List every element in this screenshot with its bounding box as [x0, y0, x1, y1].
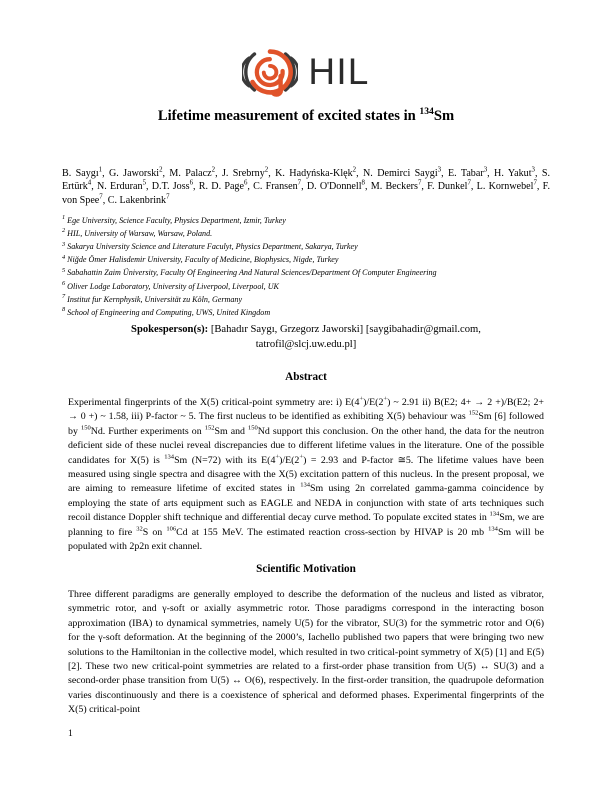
affiliation-marker: 5 [62, 266, 66, 274]
spokesperson-email-1[interactable]: [saygibahadir@gmail.com, [365, 324, 481, 335]
affiliation-text: HIL, University of Warsaw, Warsaw, Poland. [67, 229, 213, 239]
affiliation-text: Ege University, Science Faculty, Physics Department, Izmir, Turkey [67, 216, 286, 225]
spokesperson-email-2[interactable]: tatrofil@slcj.uw.edu.pl] [255, 339, 357, 351]
abstract-heading: Abstract [285, 371, 327, 383]
affiliation-item [62, 227, 572, 240]
title-mass-number: 134 [419, 106, 434, 118]
affiliation-item [62, 214, 572, 227]
spiral-logo-icon [242, 46, 298, 98]
page-title [56, 108, 556, 126]
affiliation-marker: 1 [62, 214, 66, 222]
affiliation-text: Oliver Lodge Laboratory, University of Liverpool, Liverpool, UK [67, 281, 279, 291]
affiliation-marker: 8 [62, 306, 66, 314]
author-list: B. Saygı$^1$, G. Jaworski$^2$, M. Palacz$^2$, J. Srebrny$^2$, K. Hadyńska-Klęk$^2$, N. Demirci Saygi$^3$, E. Tabar$^3$, H. Yakut$^3$, S. Ertürk$^4$, N. Erduran$^5$, D.T. Joss$^6$, R. D. Page$^6$, C. Fransen$^7$, D. O'Donnell$^8$, M. Beckers$^7$, F. Dunkel$^7$, L. Kornwebel$^7$, F. von Spee$^7$, C. Lakenbrink$^7$ [62, 166, 551, 206]
affiliation-item [62, 240, 572, 253]
affiliation-marker: 2 [62, 227, 66, 235]
affiliation-marker: 7 [62, 292, 66, 300]
page-number: 1 [68, 728, 73, 739]
spokesperson-names: [Bahadır Saygı, Grzegorz Jaworski] [210, 324, 364, 335]
affiliation-item [62, 306, 572, 319]
title-text-after: Sm [433, 108, 455, 124]
affiliation-marker: 6 [62, 279, 66, 287]
affiliation-text: Sakarya University Science and Literature Faculyt, Physics Department, Sakarya, Turkey [67, 242, 358, 252]
abstract-body: Experimental fingerprints of the X(5) critical-point symmetry are: i) E(4+)/E(2+) ~ 2.91 ii) B(E2; 4+ → 2 +)/B(E2; 2+ → 0 +) ~ 1.58, iii) P-factor ~ 5. The first nucleus to be identified as exhibiting X(5) behaviour was $^{152}$Sm [6] followed by $^{150}$Nd. Further experiments on $^{152}$Sm and $^{150}$Nd support this conclusion. On the other hand, the data for the neutron deficient side of these nuclei reveal discrepancies due to different lifetime values in the literature. One of the possible candidates for X(5) is $^{134}$Sm (N=72) with its E(4+)/E(2+) = 2.93 and P-factor ≅5. The lifetime values have been measured using single spectra and disagree with the X(5) excitation pattern of this nucleus. In the present proposal, we are aiming to remeasure lifetime of excited states in $^{134}$Sm using 2n correlated gamma-gamma coincidence by employing the state of arts equipment such as EAGLE and NEDA in conjunction with state of arts techniques such recoil distance Doppler shift technique and differential decay curve method. To populate excited states in $^{134}$Sm, we are planning to fire $^{32}$S on $^{106}$Cd at 155 MeV. The estimated reaction cross-section by HIVAP is 20 mb $^{134}$Sm will be populated with 2p2n exit channel. [68, 395, 545, 553]
affiliation-text: School of Engineering and Computing, UWS, United Kingdom [67, 307, 271, 317]
affiliation-marker: 3 [62, 240, 66, 248]
motivation-body: Three different paradigms are generally employed to describe the deformation of the nucleus and listed as vibrator, symmetric rotor, and γ-soft or axially asymmetric rotor. Those paradigms correspond in the interacting boson approximation (IBA) to dynamical symmetries, namely U(5) for the vibrator, SU(3) for the symmetric rotor and O(6) for the γ-soft deformation. At the beginning of the 2000’s, Iachello published two papers that were bringing two new solutions to the Hamiltonian in the collective model, which resulted in two critical-point symmetry of X(5) [1] and E(5) [2]. These two new critical-point symmetries are related to a first-order phase transition from U(5) ↔ SU(3) and a second-order phase transition from U(5) ↔ O(6), respectively. In the first-order transition, the quadrupole deformation varies discontinuously and there is a coexistence of spherical and deformed phases. Experimental fingerprints of the X(5) critical-point [68, 589, 544, 716]
affiliation-list [62, 214, 572, 319]
affiliation-item [62, 280, 572, 293]
title-text-before: Lifetime measurement of excited states in [157, 108, 420, 124]
hil-logo [0, 46, 612, 98]
affiliation-item [62, 293, 572, 306]
motivation-heading: Scientific Motivation [256, 563, 356, 575]
affiliation-text: Sabahattin Zaim Üniversity, Faculty Of Engineering And Natural Sciences/Department Of Computer Engineering [67, 268, 437, 278]
spokesperson-label: Spokesperson(s): [131, 324, 209, 335]
spokesperson-block [80, 322, 532, 352]
logo-wordmark: HIL [308, 50, 370, 92]
affiliation-text: Institut fur Kernphysik, Universität zu Köln, Germany [67, 294, 243, 304]
affiliation-item [62, 253, 572, 266]
affiliation-marker: 4 [62, 253, 66, 261]
affiliation-text: Niğde Ömer Halisdemir University, Faculty of Medicine, Biophysics, Nigde, Turkey [67, 255, 339, 265]
affiliation-item [62, 266, 572, 279]
